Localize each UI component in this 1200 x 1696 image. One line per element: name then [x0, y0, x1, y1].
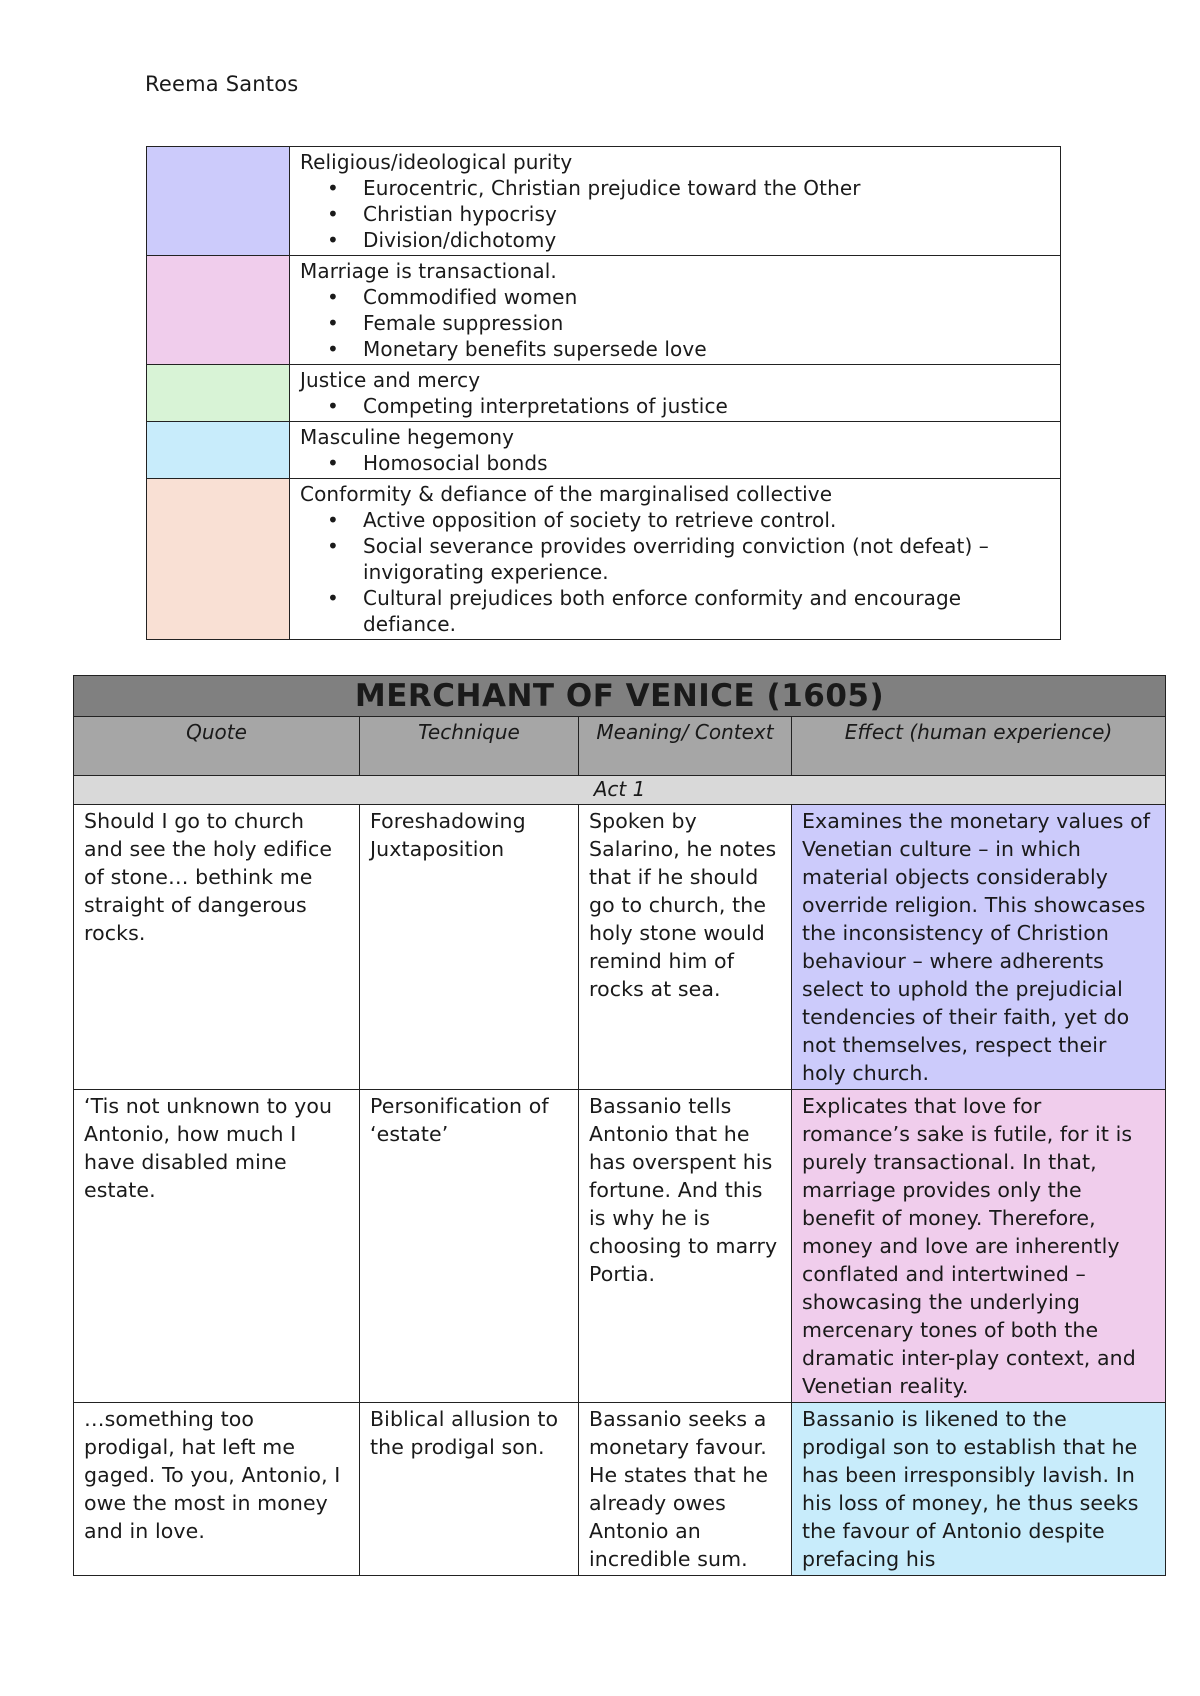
legend-theme-title: Justice and mercy	[300, 368, 481, 392]
column-header-meaning: Meaning/ Context	[579, 717, 792, 776]
legend-row	[147, 365, 1061, 422]
effect-cell: Bassanio is likened to the prodigal son to establish that he has been irresponsibly lavish. In his loss of money, he thus seeks the favour of Antonio despite prefacing his	[792, 1403, 1166, 1576]
table-row	[74, 1090, 1166, 1403]
table-title: MERCHANT OF VENICE (1605)	[74, 676, 1166, 717]
legend-theme-title: Conformity & defiance of the marginalised collective	[300, 482, 833, 506]
effect-cell: Explicates that love for romance’s sake is futile, for it is purely transactional. In that, marriage provides only the benefit of money. Therefore, money and love are inherently conflated and intertwined – showcasing the underlying mercenary tones of both the dramatic inter-play context, and Venetian reality.	[792, 1090, 1166, 1403]
legend-content	[290, 147, 1061, 256]
legend-swatch	[147, 365, 290, 422]
effect-cell: Examines the monetary values of Venetian culture – in which material objects considerably override religion. This showcases the inconsistency of Christion behaviour – where adherents select to uphold the prejudicial tendencies of their faith, yet do not themselves, respect their holy church.	[792, 805, 1166, 1090]
meaning-cell: Bassanio tells Antonio that he has overspent his fortune. And this is why he is choosing to marry Portia.	[579, 1090, 792, 1403]
legend-theme-title: Masculine hegemony	[300, 425, 515, 449]
legend-bullet-list	[300, 507, 1050, 637]
legend-bullet: • Commodified women	[363, 284, 1050, 310]
legend-content	[290, 422, 1061, 479]
legend-theme-title: Religious/ideological purity	[300, 150, 573, 174]
meaning-cell: Bassanio seeks a monetary favour. He states that he already owes Antonio an incredible sum.	[579, 1403, 792, 1576]
legend-bullet: • Homosocial bonds	[363, 450, 1050, 476]
legend-content	[290, 256, 1061, 365]
merchant-analysis-table	[73, 675, 1166, 1576]
table-row	[74, 805, 1166, 1090]
quote-cell: Should I go to church and see the holy edifice of stone… bethink me straight of dangerous rocks.	[74, 805, 360, 1090]
table-header-row	[74, 717, 1166, 776]
legend-theme-title: Marriage is transactional.	[300, 259, 557, 283]
legend-bullet: • Female suppression	[363, 310, 1050, 336]
legend-swatch	[147, 147, 290, 256]
legend-bullet-list	[300, 284, 1050, 362]
column-header-effect: Effect (human experience)	[792, 717, 1166, 776]
legend-bullet: • Division/dichotomy	[363, 227, 1050, 253]
theme-legend-table	[146, 146, 1061, 640]
legend-bullet: • Christian hypocrisy	[363, 201, 1050, 227]
legend-row	[147, 147, 1061, 256]
legend-swatch	[147, 422, 290, 479]
legend-bullet: • Social severance provides overriding conviction (not defeat) – invigorating experience.	[363, 533, 1050, 585]
legend-swatch	[147, 479, 290, 640]
table-row	[74, 1403, 1166, 1576]
legend-row	[147, 256, 1061, 365]
legend-bullet: • Eurocentric, Christian prejudice toward the Other	[363, 175, 1050, 201]
legend-content	[290, 365, 1061, 422]
legend-bullet: • Monetary benefits supersede love	[363, 336, 1050, 362]
legend-swatch	[147, 256, 290, 365]
act-label: Act 1	[74, 776, 1166, 805]
quote-cell: ‘Tis not unknown to you Antonio, how much I have disabled mine estate.	[74, 1090, 360, 1403]
legend-row	[147, 479, 1061, 640]
column-header-quote: Quote	[74, 717, 360, 776]
author-name: Reema Santos	[145, 72, 299, 96]
act-divider-row	[74, 776, 1166, 805]
legend-bullet: • Active opposition of society to retrieve control.	[363, 507, 1050, 533]
legend-content	[290, 479, 1061, 640]
legend-bullet-list	[300, 175, 1050, 253]
column-header-technique: Technique	[360, 717, 579, 776]
legend-bullet-list	[300, 450, 1050, 476]
legend-bullet-list	[300, 393, 1050, 419]
quote-cell: …something too prodigal, hat left me gaged. To you, Antonio, I owe the most in money and in love.	[74, 1403, 360, 1576]
legend-bullet: • Competing interpretations of justice	[363, 393, 1050, 419]
technique-cell: Biblical allusion to the prodigal son.	[360, 1403, 579, 1576]
legend-bullet: • Cultural prejudices both enforce conformity and encourage defiance.	[363, 585, 1050, 637]
table-title-row	[74, 676, 1166, 717]
meaning-cell: Spoken by Salarino, he notes that if he should go to church, the holy stone would remind him of rocks at sea.	[579, 805, 792, 1090]
technique-cell: Foreshadowing Juxtaposition	[360, 805, 579, 1090]
technique-cell: Personification of ‘estate’	[360, 1090, 579, 1403]
legend-row	[147, 422, 1061, 479]
